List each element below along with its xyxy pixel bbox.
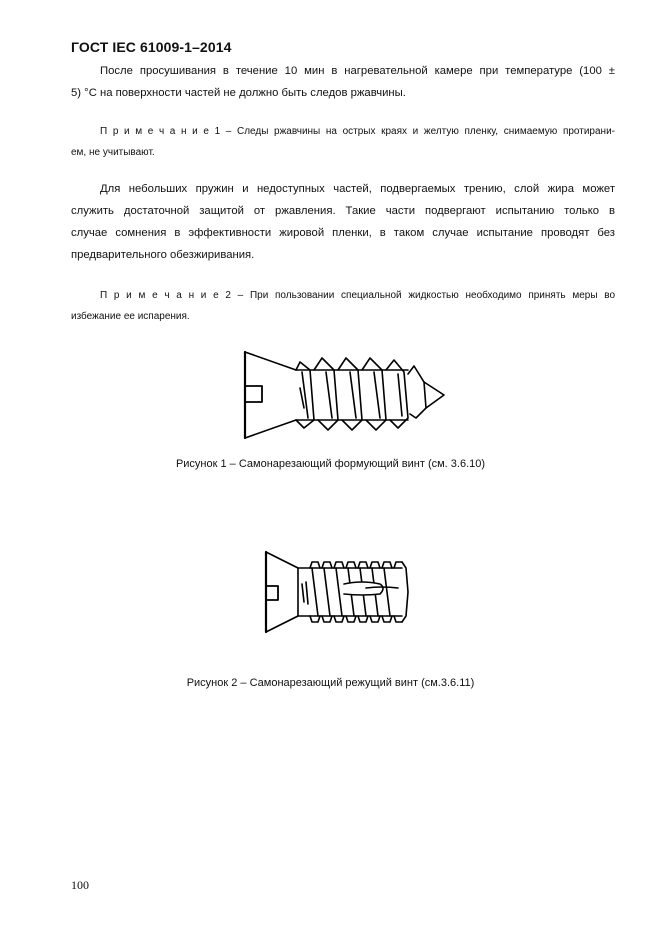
paragraph-line: Для небольших пружин и недоступных частей, подвергаемых трению, слой жира может bbox=[100, 183, 615, 195]
note-text: – Следы ржавчины на острых краях и желтую пленку, снимаемую протирани- bbox=[220, 126, 615, 137]
figure-1-caption: Рисунок 1 – Самонарезающий формующий винт (см. 3.6.10) bbox=[175, 458, 486, 470]
paragraph-line: 5) °С на поверхности частей не должно быть следов ржавчины. bbox=[71, 87, 406, 99]
paragraph-line: случае сомнения в эффективности жировой пленки, в таком случае испытание проводят без bbox=[71, 227, 615, 239]
note-1 bbox=[71, 121, 615, 163]
thread-forming-screw-illustration bbox=[238, 348, 448, 440]
paragraph-drying bbox=[71, 60, 615, 104]
note-text: ем, не учитывают. bbox=[71, 147, 155, 158]
paragraph-line: служить достаточной защитой от ржавления. Такие части подвергают испытанию только в bbox=[71, 205, 615, 217]
note-text: избежание ее испарения. bbox=[71, 311, 190, 322]
note-label: П р и м е ч а н и е 1 bbox=[100, 126, 221, 137]
paragraph-line: После просушивания в течение 10 мин в нагревательной камере при температуре (100 ± bbox=[100, 65, 615, 77]
paragraph-springs bbox=[71, 178, 615, 266]
note-label: П р и м е ч а н и е 2 bbox=[100, 290, 231, 301]
page-number: 100 bbox=[71, 878, 89, 892]
paragraph-line: предварительного обезжиривания. bbox=[71, 249, 255, 261]
thread-cutting-screw-illustration bbox=[262, 548, 412, 634]
document-code-header: ГОСТ IEC 61009-1–2014 bbox=[71, 39, 232, 55]
note-text: – При пользовании специальной жидкостью необходимо принять меры во bbox=[230, 290, 616, 301]
note-2 bbox=[71, 285, 615, 327]
figure-2-caption: Рисунок 2 – Самонарезающий режущий винт (см.3.6.11) bbox=[186, 677, 475, 689]
